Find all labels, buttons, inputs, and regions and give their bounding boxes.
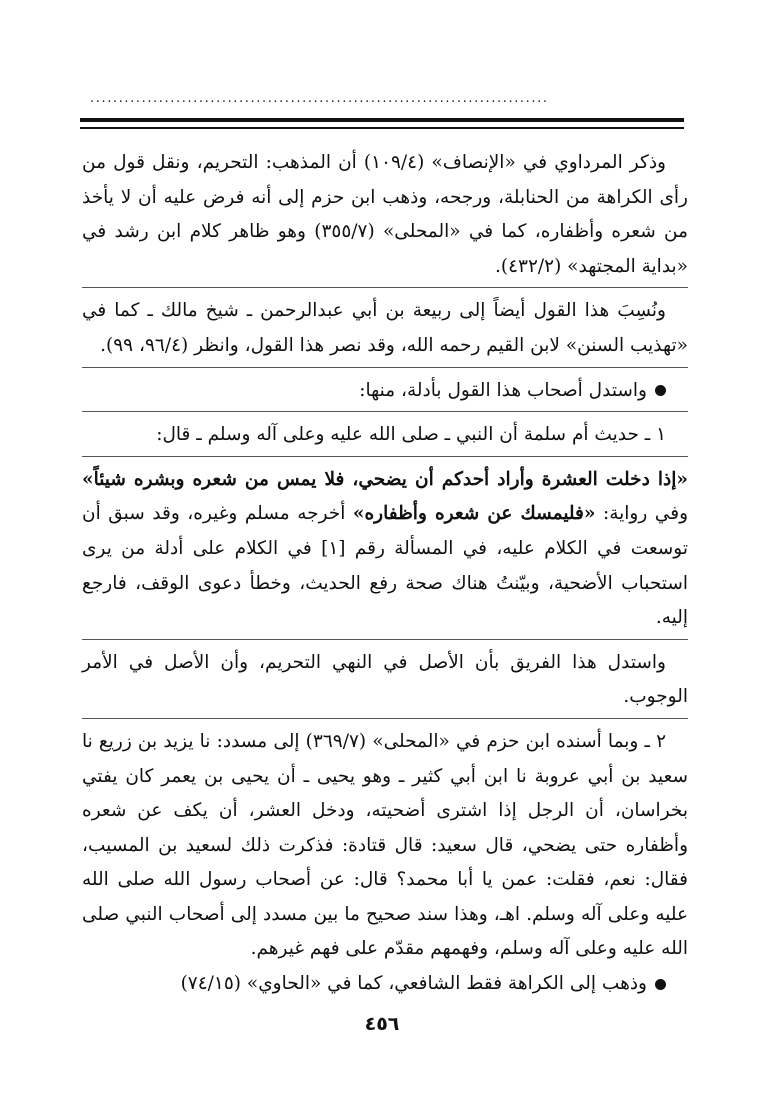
hadith-commentary: أخرجه مسلم وغيره، وقد سبق أن توسعت في الكلام عليه، في المسألة رقم [١] في الكلام على أدلة من يرى استحباب الأضحية، وبيّنتُ هناك صحة رفع الحديث، وخطأ دعوى الوقف، فارجع إليه. <box>82 503 688 629</box>
paragraph-separator <box>82 639 688 640</box>
evidence-intro-text: واستدل أصحاب هذا القول بأدلة، منها: <box>359 379 647 401</box>
hadith-mid: وفي رواية: <box>595 503 689 525</box>
paragraph-separator <box>82 287 688 288</box>
paragraph-ibn-hazm-isnad: ٢ ـ وبما أسنده ابن حزم في «المحلى» (٣٦٩/٧) إلى مسدد: نا يزيد بن زريع نا سعيد بن أبي عروبة نا ابن أبي كثير ـ وهو يحيى ـ أن يحيى بن يعمر كان يفتي بخراسان، أن الرجل إذا اشترى أضحيته، ودخل العشر، أن يكف عن شعره وأظفاره حتى يضحي، قال سعيد: قال قتادة: فذكرت ذلك لسعيد بن المسيب، فقال: نعم، فقلت: عمن يا أبا محمد؟ قال: عن أصحاب رسول الله صلى الله عليه وعلى آله وسلم. اهـ، وهذا سند صحيح ما بين مسدد إلى أصحاب النبي صلى الله عليه وعلى آله وسلم، وفهمهم مقدّم على فهم غيرهم. <box>82 730 688 960</box>
paragraph-shafii <box>82 967 688 1002</box>
header-rule-thick <box>80 118 684 122</box>
header-rule-thin <box>80 127 684 129</box>
paragraph-separator <box>82 718 688 719</box>
paragraph-rabia: ونُسِبَ هذا القول أيضاً إلى ربيعة بن أبي عبدالرحمن ـ شيخ مالك ـ كما في «تهذيب السنن» لابن القيم رحمه الله، وقد نصر هذا القول، وانظر (٩٦/٤، ٩٩). <box>82 300 688 356</box>
bullet-icon <box>655 979 666 990</box>
page-body <box>82 146 688 1002</box>
paragraph-hadith <box>82 463 688 636</box>
hadith-variant: «فليمسك عن شعره وأظفاره» <box>352 503 596 525</box>
paragraph-evidence-intro <box>82 374 688 409</box>
page-number: ٤٥٦ <box>364 1013 400 1035</box>
paragraph-principle: واستدل هذا الفريق بأن الأصل في النهي التحريم، وأن الأصل في الأمر الوجوب. <box>82 651 688 708</box>
paragraph-separator <box>82 367 688 368</box>
header-dotted-line: ................................................................................ <box>90 92 549 106</box>
paragraph-separator <box>82 411 688 412</box>
shafii-text: وذهب إلى الكراهة فقط الشافعي، كما في «الحاوي» (٧٤/١٥) <box>180 973 647 995</box>
hadith-text: «إذا دخلت العشرة وأراد أحدكم أن يضحي، فلا يمس من شعره وبشره شيئاً» <box>82 468 688 490</box>
paragraph-separator <box>82 456 688 457</box>
paragraph-mardawi: وذكر المرداوي في «الإنصاف» (١٠٩/٤) أن المذهب: التحريم، ونقل قول من رأى الكراهة من الحنابلة، ورجحه، وذهب ابن حزم إلى أنه فرض عليه أن لا يأخذ من شعره وأظفاره، كما في «المحلى» (٣٥٥/٧) وهو ظاهر كلام ابن رشد في «بداية المجتهد» (٤٣٢/٢). <box>82 152 688 277</box>
paragraph-hadith-intro: ١ ـ حديث أم سلمة أن النبي ـ صلى الله عليه وعلى آله وسلم ـ قال: <box>156 424 666 446</box>
bullet-icon <box>655 385 666 396</box>
